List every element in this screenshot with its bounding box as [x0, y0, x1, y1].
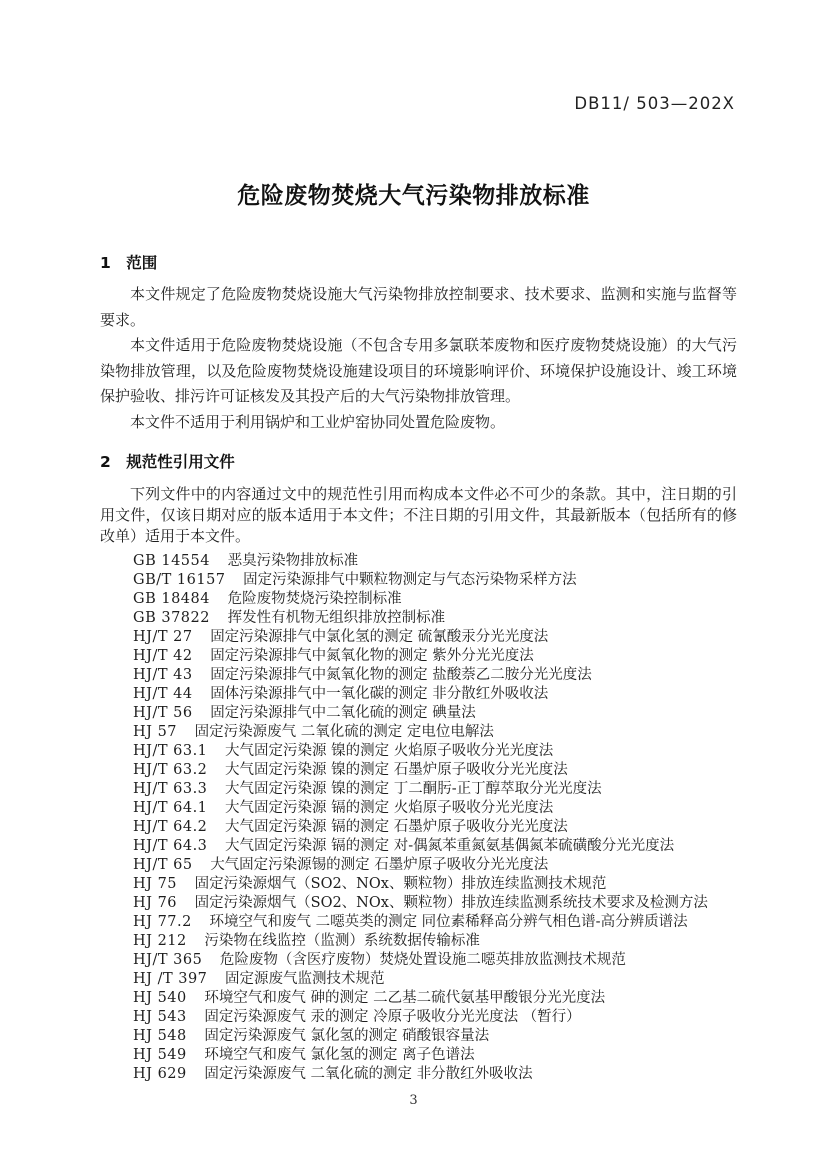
reference-item: [100, 799, 737, 818]
reference-item: [100, 951, 737, 970]
page-number: 3: [409, 1093, 418, 1108]
reference-item: [100, 666, 737, 685]
reference-code: HJ/T 44: [133, 686, 193, 702]
reference-item: [100, 590, 737, 609]
reference-code: GB 18484: [133, 591, 210, 607]
reference-item: [100, 685, 737, 704]
reference-code: HJ 212: [133, 933, 187, 949]
reference-code: HJ/T 56: [133, 705, 193, 721]
reference-item: [100, 1027, 737, 1046]
reference-title: 固定污染源排气中氯化氢的测定 硫氰酸汞分光光度法: [210, 629, 549, 645]
reference-code: HJ 549: [133, 1047, 187, 1063]
reference-title: 环境空气和废气 二噁英类的测定 同位素稀释高分辨气相色谱-高分辨质谱法: [209, 914, 688, 930]
reference-code: GB 37822: [133, 610, 210, 626]
reference-title: 大气固定污染源 镍的测定 火焰原子吸收分光光度法: [225, 743, 554, 759]
reference-title: 固定污染源烟气（SO2、NOx、颗粒物）排放连续监测技术规范: [194, 876, 607, 892]
document-header: [100, 0, 735, 113]
reference-item: [100, 1046, 737, 1065]
paragraph: 本文件不适用于利用锅炉和工业炉窑协同处置危险废物。: [130, 412, 506, 431]
references-intro-paragraph: 下列文件中的内容通过文中的规范性引用而构成本文件必不可少的条款。其中，注日期的引用文件，仅该日期对应的版本适用于本文件；不注日期的引用文件，其最新版本（包括所有的修改单）适用于本文件。: [100, 485, 737, 545]
reference-code: HJ 629: [133, 1066, 187, 1082]
section-scope-paragraphs: [100, 282, 737, 435]
reference-item: [100, 571, 737, 590]
paragraph: 本文件规定了危险废物焚烧设施大气污染物排放控制要求、技术要求、监测和实施与监督等要求。: [100, 285, 737, 329]
document-body: [100, 252, 737, 1084]
reference-title: 大气固定污染源 镉的测定 对-偶氮苯重氮氨基偶氮苯硫磺酸分光光度法: [225, 838, 675, 854]
reference-title: 大气固定污染源 镍的测定 丁二酮肟-正丁醇萃取分光光度法: [225, 781, 602, 797]
references-list: [100, 552, 737, 1084]
reference-item: [100, 818, 737, 837]
reference-title: 大气固定污染源 镉的测定 石墨炉原子吸收分光光度法: [225, 819, 568, 835]
reference-code: HJ 540: [133, 990, 187, 1006]
reference-code: HJ/T 64.3: [133, 838, 208, 854]
reference-code: HJ/T 365: [133, 952, 203, 968]
reference-item: [100, 894, 737, 913]
reference-code: HJ 543: [133, 1009, 187, 1025]
reference-title: 污染物在线监控（监测）系统数据传输标准: [204, 933, 480, 949]
reference-code: HJ/T 63.3: [133, 781, 208, 797]
reference-code: HJ/T 63.2: [133, 762, 208, 778]
reference-title: 大气固定污染源锡的测定 石墨炉原子吸收分光光度法: [210, 857, 549, 873]
reference-code: HJ/T 64.1: [133, 800, 208, 816]
section-references-heading: 2 规范性引用文件: [100, 453, 235, 471]
reference-item: [100, 742, 737, 761]
reference-item: [100, 647, 737, 666]
reference-item: [100, 856, 737, 875]
reference-code: HJ/T 63.1: [133, 743, 208, 759]
document-code: DB11/ 503—202X: [574, 94, 735, 113]
reference-item: [100, 704, 737, 723]
reference-title: 固定污染源废气 氯化氢的测定 硝酸银容量法: [204, 1028, 490, 1044]
reference-code: HJ /T 397: [133, 971, 208, 987]
reference-title: 固定污染源烟气（SO2、NOx、颗粒物）排放连续监测系统技术要求及检测方法: [194, 895, 708, 911]
reference-code: HJ/T 65: [133, 857, 193, 873]
reference-title: 危险废物焚烧污染控制标准: [227, 591, 402, 607]
reference-code: HJ 77.2: [133, 914, 192, 930]
reference-title: 恶臭污染物排放标准: [227, 553, 359, 569]
reference-title: 固定污染源排气中氮氧化物的测定 紫外分光光度法: [210, 648, 534, 664]
reference-title: 环境空气和废气 氯化氢的测定 离子色谱法: [204, 1047, 475, 1063]
reference-item: [100, 1065, 737, 1084]
reference-code: HJ/T 27: [133, 629, 193, 645]
paragraph: 本文件适用于危险废物焚烧设施（不包含专用多氯联苯废物和医疗废物焚烧设施）的大气污染物排放管理，以及危险废物焚烧设施建设项目的环境影响评价、环境保护设施设计、竣工环境保护验收、排污许可证核发及其投产后的大气污染物排放管理。: [100, 336, 737, 405]
reference-title: 环境空气和废气 砷的测定 二乙基二硫代氨基甲酸银分光光度法: [204, 990, 606, 1006]
reference-code: GB 14554: [133, 553, 210, 569]
reference-code: HJ 548: [133, 1028, 187, 1044]
reference-title: 固定污染源废气 二氧化硫的测定 定电位电解法: [194, 724, 494, 740]
reference-item: [100, 552, 737, 571]
reference-code: GB/T 16157: [133, 572, 226, 588]
reference-code: HJ 76: [133, 895, 178, 911]
reference-code: HJ/T 42: [133, 648, 193, 664]
reference-title: 固定污染源排气中氮氧化物的测定 盐酸萘乙二胺分光光度法: [210, 667, 592, 683]
reference-title: 大气固定污染源 镉的测定 火焰原子吸收分光光度法: [225, 800, 554, 816]
reference-item: [100, 913, 737, 932]
reference-item: [100, 628, 737, 647]
reference-title: 大气固定污染源 镍的测定 石墨炉原子吸收分光光度法: [225, 762, 568, 778]
reference-item: [100, 970, 737, 989]
reference-item: [100, 989, 737, 1008]
section-scope-heading: 1 范围: [100, 254, 158, 272]
reference-title: 固体污染源排气中一氧化碳的测定 非分散红外吸收法: [210, 686, 549, 702]
reference-title: 危险废物（含医疗废物）焚烧处置设施二噁英排放监测技术规范: [219, 952, 626, 968]
reference-item: [100, 837, 737, 856]
reference-item: [100, 609, 737, 628]
reference-code: HJ 57: [133, 724, 178, 740]
reference-title: 固定源废气监测技术规范: [225, 971, 385, 987]
reference-item: [100, 875, 737, 894]
reference-title: 固定污染源废气 二氧化硫的测定 非分散红外吸收法: [204, 1066, 533, 1082]
reference-title: 固定污染源废气 汞的测定 冷原子吸收分光光度法 （暂行）: [204, 1009, 581, 1025]
reference-code: HJ/T 64.2: [133, 819, 208, 835]
reference-item: [100, 723, 737, 742]
document-title: 危险废物焚烧大气污染物排放标准: [237, 183, 590, 209]
reference-title: 挥发性有机物无组织排放控制标准: [227, 610, 446, 626]
reference-code: HJ/T 43: [133, 667, 193, 683]
reference-item: [100, 780, 737, 799]
reference-item: [100, 932, 737, 951]
reference-item: [100, 761, 737, 780]
reference-item: [100, 1008, 737, 1027]
reference-title: 固定污染源排气中颗粒物测定与气态污染物采样方法: [243, 572, 577, 588]
reference-title: 固定污染源排气中二氧化硫的测定 碘量法: [210, 705, 476, 721]
reference-code: HJ 75: [133, 876, 178, 892]
